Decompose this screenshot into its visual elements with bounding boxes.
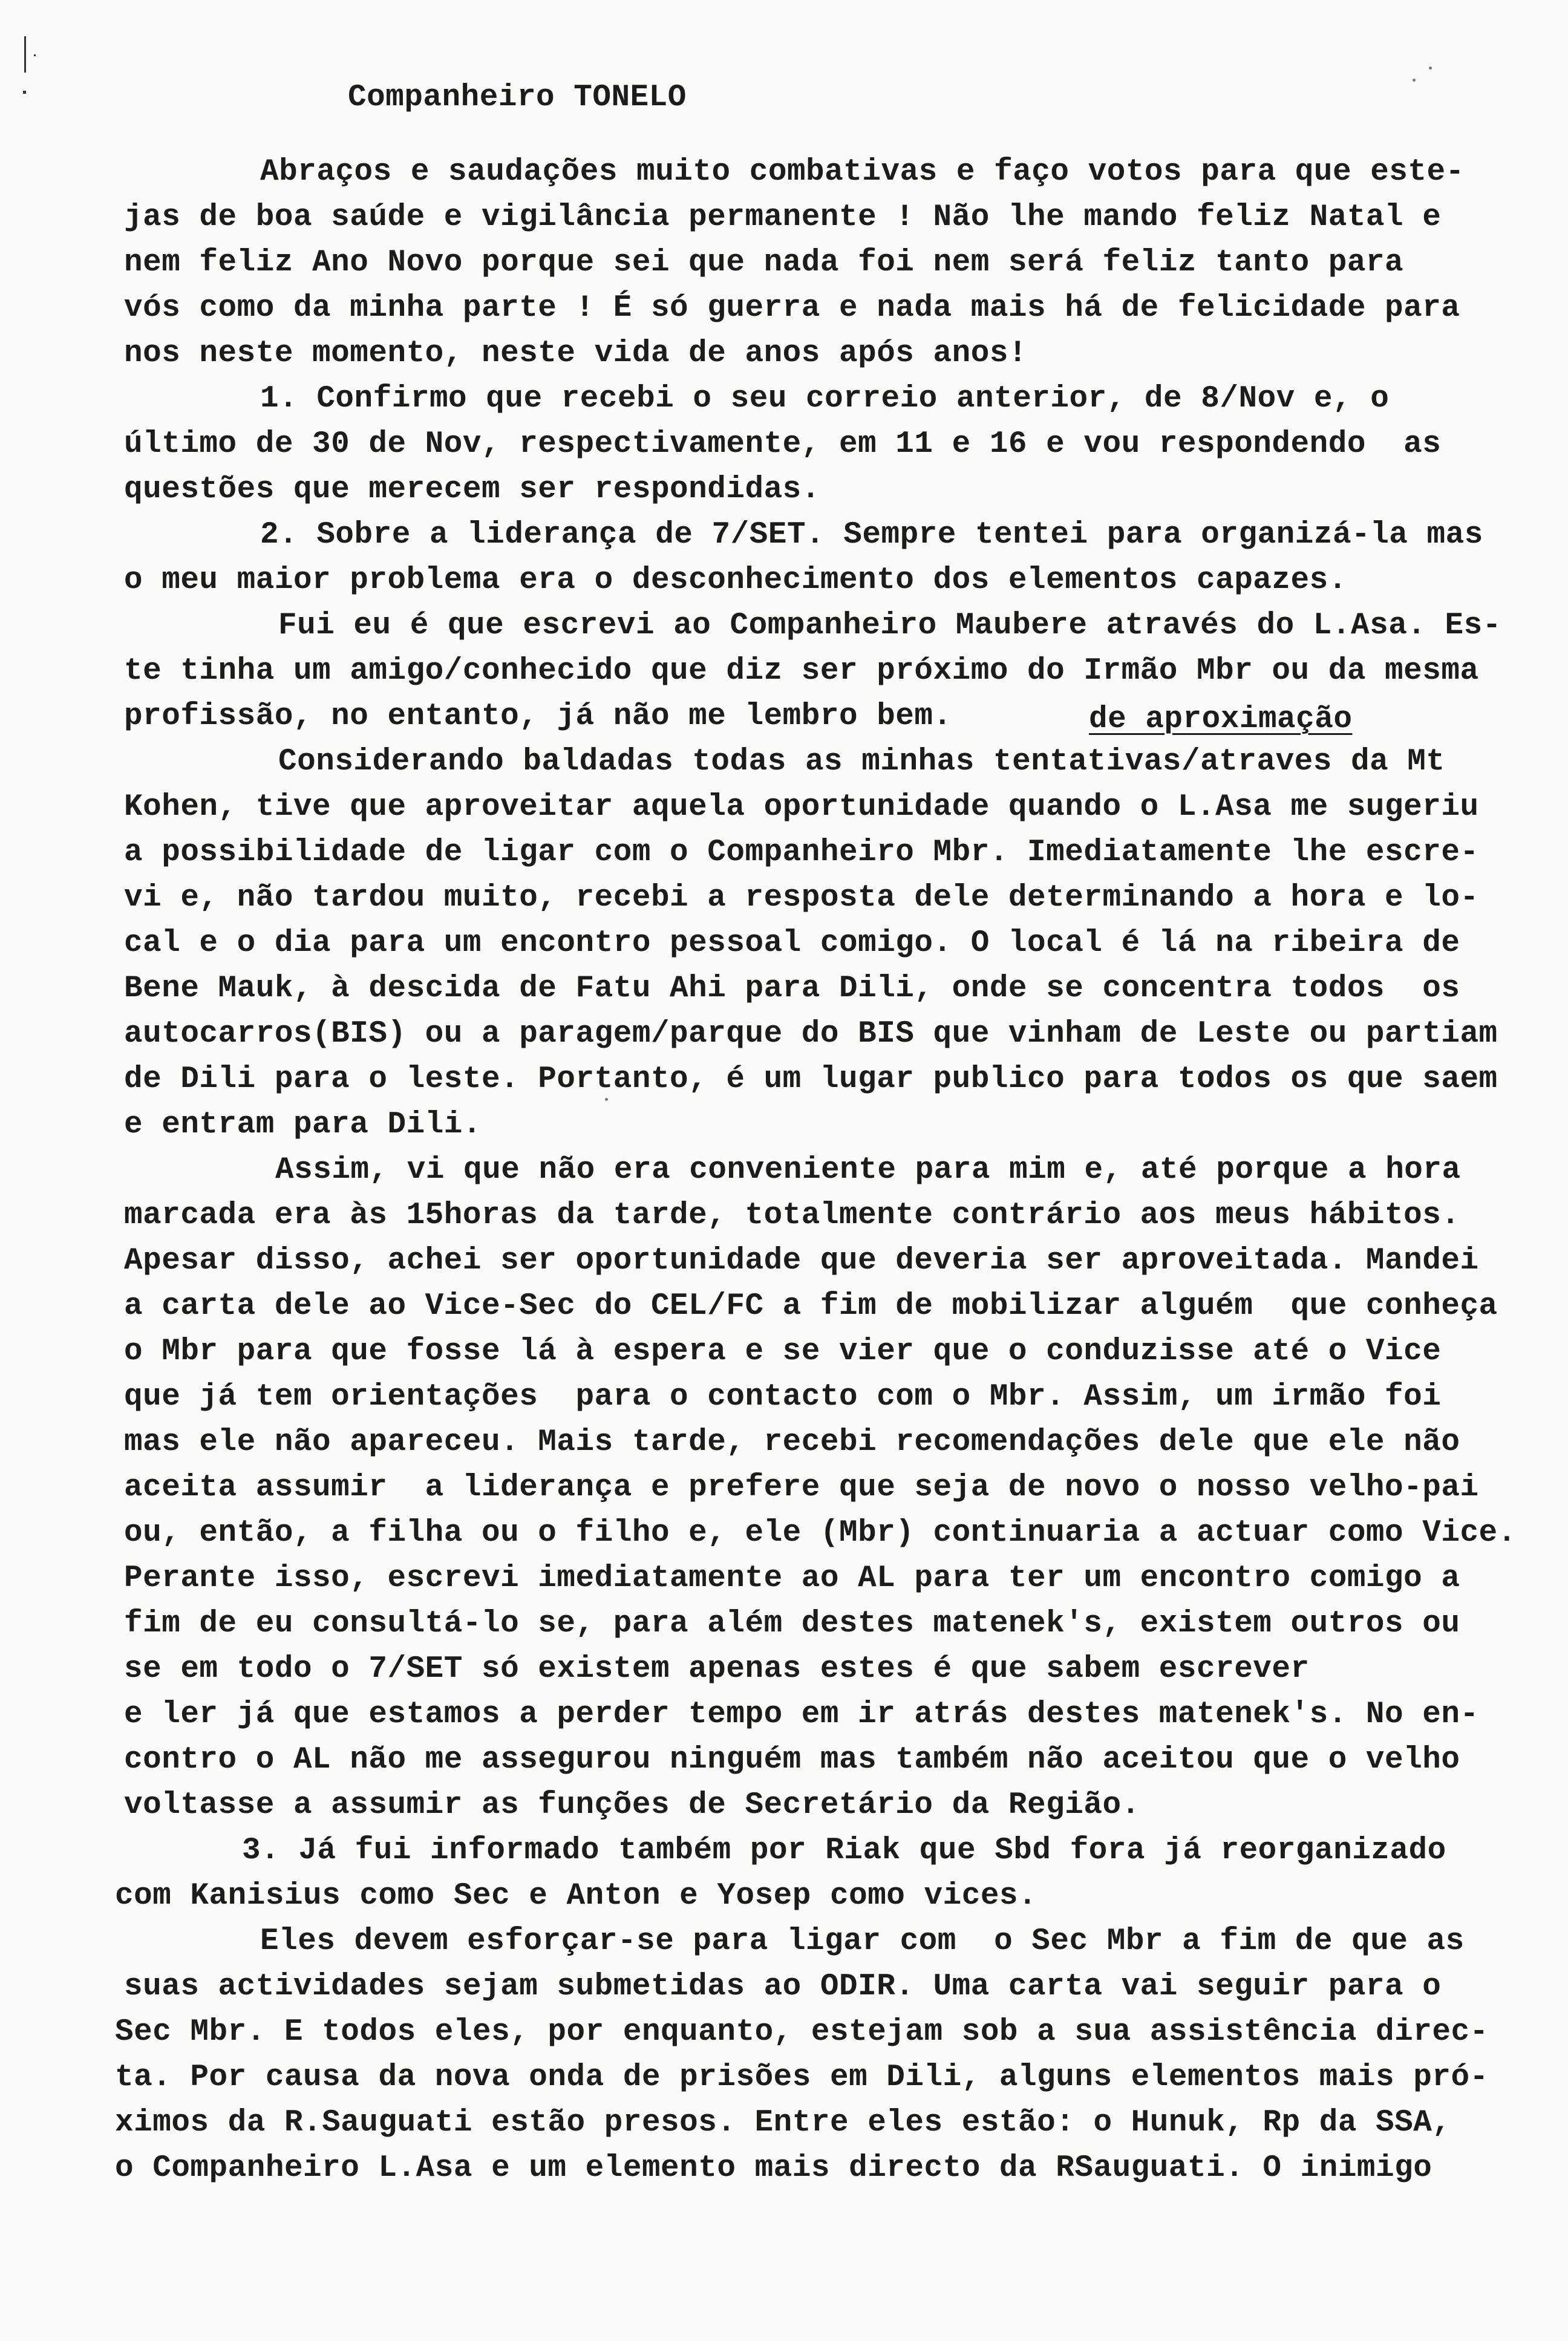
text-line: com Kanisius como Sec e Anton e Yosep como vices.	[115, 1879, 1037, 1913]
text-line: Assim, vi que não era conveniente para mim e, até porque a hora	[275, 1153, 1461, 1187]
text-line: o meu maior problema era o desconhecimento dos elementos capazes.	[124, 563, 1347, 598]
text-line: ou, então, a filha ou o filho e, ele (Mbr) continuaria a actuar como Vice.	[124, 1516, 1517, 1550]
text-line: se em todo o 7/SET só existem apenas estes é que sabem escrever	[124, 1652, 1310, 1686]
text-line: último de 30 de Nov, respectivamente, em 11 e 16 e vou respondendo as	[124, 427, 1442, 462]
text-line: o Mbr para que fosse lá à espera e se vier que o conduzisse até o Vice	[124, 1334, 1442, 1369]
text-line: ta. Por causa da nova onda de prisões em Dili, alguns elementos mais pró-	[115, 2060, 1489, 2095]
margin-mark	[34, 54, 36, 56]
text-line: Sec Mbr. E todos eles, por enquanto, estejam sob a sua assistência direc-	[115, 2015, 1489, 2049]
text-line: autocarros(BIS) ou a paragem/parque do BIS que vinham de Leste ou partiam	[124, 1017, 1498, 1051]
text-line: e ler já que estamos a perder tempo em ir atrás destes matenek's. No en-	[124, 1697, 1479, 1732]
text-line: a carta dele ao Vice-Sec do CEL/FC a fim de mobilizar alguém que conheça	[124, 1289, 1498, 1324]
text-line: cal e o dia para um encontro pessoal comigo. O local é lá na ribeira de	[124, 926, 1460, 961]
text-line: Abraços e saudações muito combativas e faço votos para que este-	[260, 155, 1465, 189]
text-line: jas de boa saúde e vigilância permanente ! Não lhe mando feliz Natal e	[124, 200, 1442, 235]
margin-mark	[24, 36, 26, 73]
text-line: de Dili para o leste. Portanto, é um lugar publico para todos os que saem	[124, 1062, 1498, 1097]
text-line: Eles devem esforçar-se para ligar com o Sec Mbr a fim de que as	[260, 1924, 1465, 1959]
margin-mark	[23, 91, 26, 94]
speck	[1429, 67, 1432, 70]
text-line: aceita assumir a liderança e prefere que seja de novo o nosso velho-pai	[124, 1471, 1479, 1505]
text-line: Bene Mauk, à descida de Fatu Ahi para Dili, onde se concentra todos os	[124, 971, 1460, 1006]
text-line: 1. Confirmo que recebi o seu correio anterior, de 8/Nov e, o	[260, 382, 1390, 416]
text-line: mas ele não apareceu. Mais tarde, recebi recomendações dele que ele não	[124, 1425, 1460, 1460]
text-line: nos neste momento, neste vida de anos após anos!	[124, 336, 1028, 371]
text-line: ximos da R.Sauguati estão presos. Entre eles estão: o Hunuk, Rp da SSA,	[115, 2106, 1451, 2140]
text-line: Considerando baldadas todas as minhas tentativas/atraves da Mt	[278, 745, 1445, 779]
text-line: e entram para Dili.	[124, 1108, 482, 1142]
text-line: vós como da minha parte ! É só guerra e nada mais há de felicidade para	[124, 291, 1460, 325]
text-line: fim de eu consultá-lo se, para além destes matenek's, existem outros ou	[124, 1607, 1460, 1641]
text-line: te tinha um amigo/conhecido que diz ser próximo do Irmão Mbr ou da mesma	[124, 654, 1479, 688]
text-line: Fui eu é que escrevi ao Companheiro Maubere através do L.Asa. Es-	[278, 609, 1501, 643]
speck	[605, 1098, 608, 1101]
text-line: Kohen, tive que aproveitar aquela oportunidade quando o L.Asa me sugeriu	[124, 790, 1479, 824]
text-line: Apesar disso, achei ser oportunidade que deveria ser aproveitada. Mandei	[124, 1244, 1479, 1278]
salutation: Companheiro TONELO	[348, 80, 687, 115]
text-line: marcada era às 15horas da tarde, totalmente contrário aos meus hábitos.	[124, 1198, 1460, 1233]
insertion-note: de aproximação	[1089, 702, 1353, 737]
text-line: contro o AL não me assegurou ninguém mas também não aceitou que o velho	[124, 1743, 1460, 1777]
text-line: que já tem orientações para o contacto com o Mbr. Assim, um irmão foi	[124, 1380, 1442, 1414]
text-line: profissão, no entanto, já não me lembro bem.	[124, 699, 952, 734]
text-line: Perante isso, escrevi imediatamente ao AL para ter um encontro comigo a	[124, 1561, 1460, 1596]
text-line: nem feliz Ano Novo porque sei que nada foi nem será feliz tanto para	[124, 246, 1404, 280]
text-line: voltasse a assumir as funções de Secretário da Região.	[124, 1788, 1140, 1823]
text-line: 2. Sobre a liderança de 7/SET. Sempre tentei para organizá-la mas	[260, 518, 1483, 552]
text-line: vi e, não tardou muito, recebi a resposta dele determinando a hora e lo-	[124, 881, 1479, 915]
text-line: a possibilidade de ligar com o Companheiro Mbr. Imediatamente lhe escre-	[124, 835, 1479, 870]
text-line: 3. Já fui informado também por Riak que Sbd fora já reorganizado	[242, 1833, 1446, 1868]
speck	[1413, 79, 1416, 82]
text-line: questões que merecem ser respondidas.	[124, 472, 820, 507]
text-line: o Companheiro L.Asa e um elemento mais directo da RSauguati. O inimigo	[115, 2151, 1432, 2186]
text-line: suas actividades sejam submetidas ao ODIR. Uma carta vai seguir para o	[124, 1970, 1442, 2004]
